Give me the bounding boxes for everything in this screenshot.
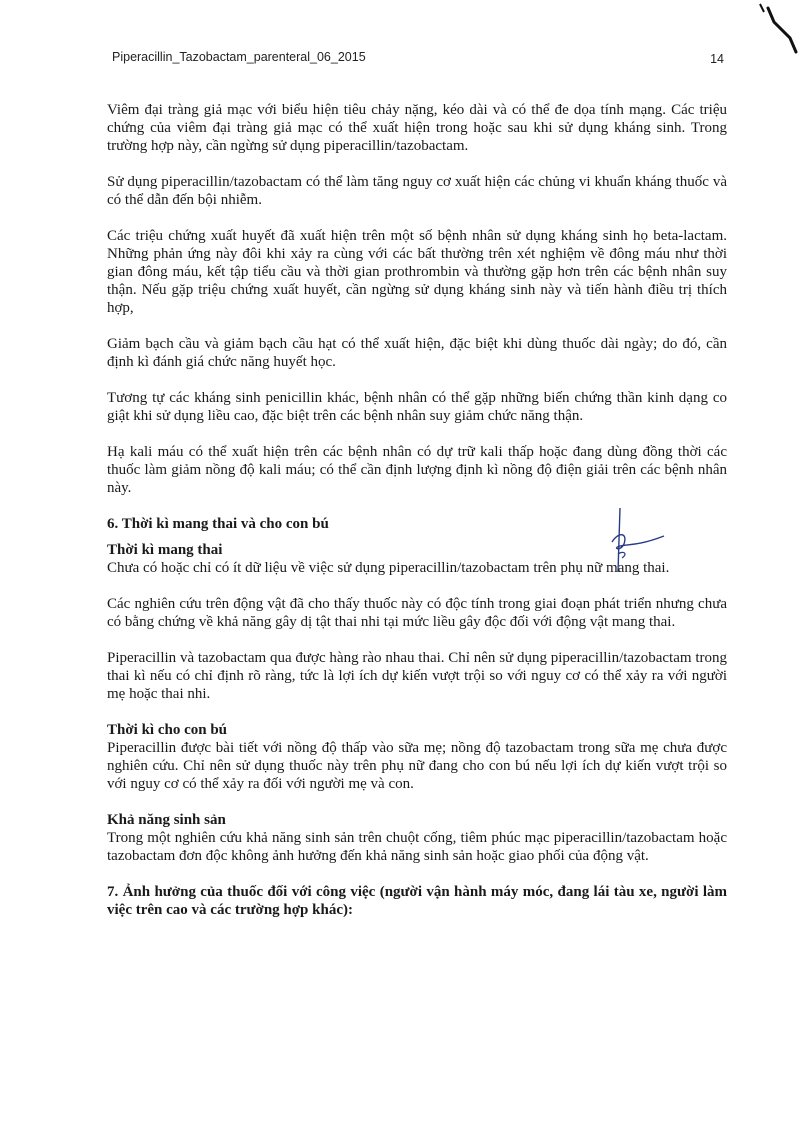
paragraph-resistance: Sử dụng piperacillin/tazobactam có thể làm tăng nguy cơ xuất hiện các chủng vi khuẩn kháng thuốc và có thể dẫn đến bội nhiễm. (107, 174, 727, 208)
page-number: 14 (710, 52, 724, 66)
pregnancy-paragraph: Chưa có hoặc chỉ có ít dữ liệu về việc sử dụng piperacillin/tazobactam trên phụ nữ mang thai. (107, 560, 670, 576)
pregnancy-paragraph: Piperacillin và tazobactam qua được hàng rào nhau thai. Chỉ nên sử dụng piperacillin/tazobactam trong thai kì nếu có chỉ định rõ ràng, tức là lợi ích dự kiến vượt trội so với nguy cơ có thể xảy ra với người mẹ hoặc thai nhi. (107, 650, 727, 702)
fertility-title: Khả năng sinh sản (107, 812, 226, 828)
paragraph-colitis: Viêm đại tràng giả mạc với biểu hiện tiêu chảy nặng, kéo dài và có thể đe dọa tính mạng. Các triệu chứng của viêm đại tràng giả mạc có thể xuất hiện trong hoặc sau khi sử dụng kháng sinh. Trong trường hợp này, cần ngừng sử dụng piperacillin/tazobactam. (107, 102, 727, 154)
page-header (112, 50, 724, 64)
section-6-heading: 6. Thời kì mang thai và cho con bú (107, 516, 329, 532)
scan-corner-mark (740, 0, 800, 70)
paragraph-hypokalemia: Hạ kali máu có thể xuất hiện trên các bệnh nhân có dự trữ kali thấp hoặc đang dùng đồng thời các thuốc làm giảm nồng độ kali máu; có thể cần định lượng định kì nồng độ điện giải trên các bệnh nhân này. (107, 444, 727, 496)
section-7-heading: 7. Ảnh hưởng của thuốc đối với công việc (người vận hành máy móc, đang lái tàu xe, người làm việc trên cao và các trường hợp khác): (107, 884, 727, 918)
pregnancy-title: Thời kì mang thai (107, 542, 223, 558)
pregnancy-paragraph: Các nghiên cứu trên động vật đã cho thấy thuốc này có độc tính trong giai đoạn phát triển nhưng chưa có bằng chứng về khả năng gây dị tật thai nhi tại mức liều gây độc đối với động vật mang thai. (107, 596, 727, 630)
fertility-paragraph: Trong một nghiên cứu khả năng sinh sản trên chuột cống, tiêm phúc mạc piperacillin/tazobactam hoặc tazobactam đơn độc không ảnh hưởng đến khả năng sinh sản hoặc giao phối của động vật. (107, 830, 727, 864)
paragraph-seizures: Tương tự các kháng sinh penicillin khác, bệnh nhân có thể gặp những biến chứng thần kinh dạng co giật khi sử dụng liều cao, đặc biệt trên các bệnh nhân suy giảm chức năng thận. (107, 390, 727, 424)
document-name: Piperacillin_Tazobactam_parenteral_06_2015 (112, 50, 366, 64)
lactation-paragraph: Piperacillin được bài tiết với nồng độ thấp vào sữa mẹ; nồng độ tazobactam trong sữa mẹ chưa được nghiên cứu. Chỉ nên sử dụng thuốc này trên phụ nữ đang cho con bú nếu lợi ích dự kiến vượt trội so với nguy cơ có thể xảy ra đối với người mẹ và con. (107, 740, 727, 792)
section-pregnancy-lactation (107, 515, 727, 865)
page-body (107, 101, 727, 919)
lactation-title: Thời kì cho con bú (107, 722, 228, 738)
paragraph-leukopenia: Giảm bạch cầu và giảm bạch cầu hạt có thể xuất hiện, đặc biệt khi dùng thuốc dài ngày; do đó, cần định kì đánh giá chức năng huyết học. (107, 336, 727, 370)
paragraph-bleeding: Các triệu chứng xuất huyết đã xuất hiện trên một số bệnh nhân sử dụng kháng sinh họ beta-lactam. Những phản ứng này đôi khi xảy ra cùng với các bất thường trên xét nghiệm về đông máu như thời gian đông máu, kết tập tiểu cầu và thời gian prothrombin và thường gặp hơn trên các bệnh nhân suy thận. Nếu gặp triệu chứng xuất huyết, cần ngừng sử dụng kháng sinh này và tiến hành điều trị thích hợp, (107, 228, 727, 316)
